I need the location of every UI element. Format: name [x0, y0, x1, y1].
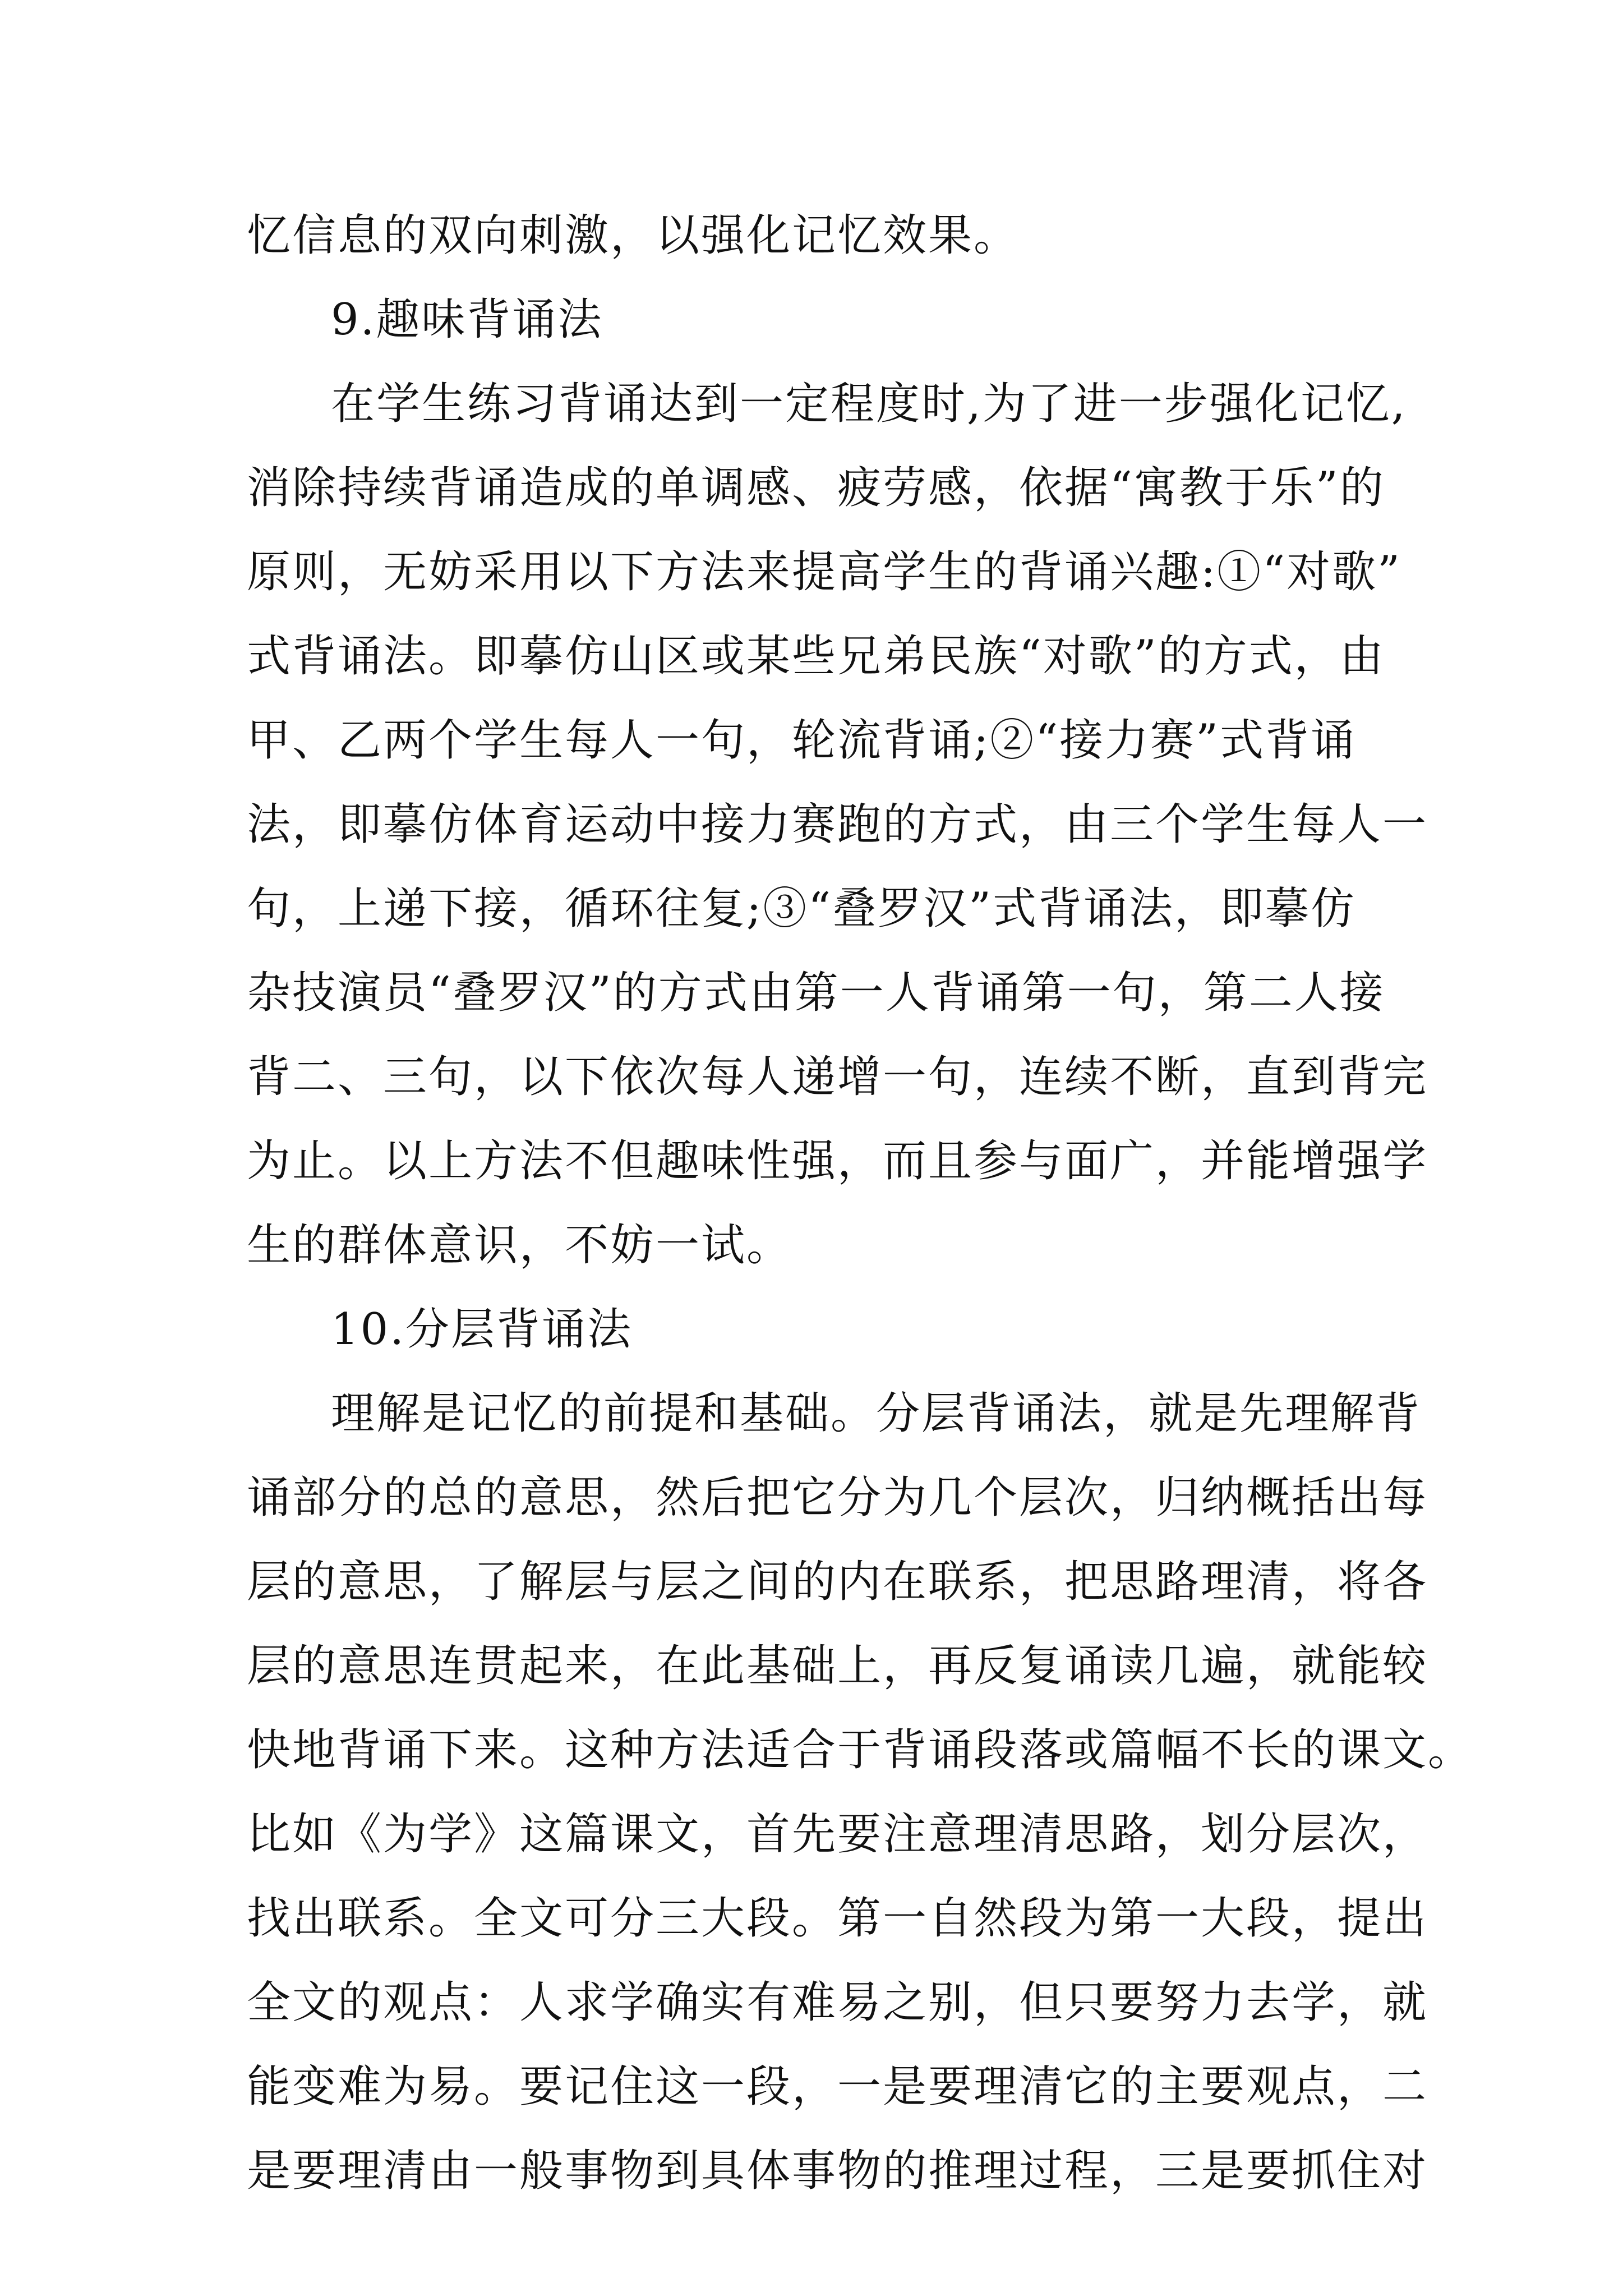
text-line: 原则，无妨采用以下方法来提高学生的背诵兴趣:①“对歌” [247, 547, 1402, 597]
text-line: 甲、乙两个学生每人一句，轮流背诵;②“接力赛”式背诵 [247, 715, 1357, 766]
text-line: 消除持续背诵造成的单调感、疲劳感，依据“寓教于乐”的 [247, 463, 1385, 513]
paragraph-first-line: 理解是记忆的前提和基础。分层背诵法，就是先理解背 [331, 1388, 1422, 1439]
text-line: 句，上递下接，循环往复;③“叠罗汉”式背诵法，即摹仿 [247, 884, 1357, 934]
text-line: 法，即摹仿体育运动中接力赛跑的方式，由三个学生每人一 [247, 799, 1428, 850]
paragraph-first-line: 在学生练习背诵达到一定程度时,为了进一步强化记忆, [331, 379, 1407, 429]
text-line: 找出联系。全文可分三大段。第一自然段为第一大段，提出 [247, 1893, 1428, 1944]
document-body [247, 194, 1474, 2213]
text-line: 诵部分的总的意思，然后把它分为几个层次，归纳概括出每 [247, 1473, 1428, 1523]
text-line: 全文的观点：人求学确实有难易之别，但只要努力去学，就 [247, 1977, 1428, 2028]
section-heading-10: 10.分层背诵法 [331, 1304, 633, 1355]
text-line: 为止。以上方法不但趣味性强，而且参与面广，并能增强学 [247, 1136, 1428, 1186]
text-line: 层的意思连贯起来，在此基础上，再反复诵读几遍，就能较 [247, 1641, 1428, 1691]
text-line: 能变难为易。要记住这一段，一是要理清它的主要观点，二 [247, 2062, 1428, 2112]
text-line: 是要理清由一般事物到具体事物的推理过程，三是要抓住对 [247, 2146, 1428, 2196]
text-line: 杂技演员“叠罗汉”的方式由第一人背诵第一句，第二人接 [247, 968, 1385, 1018]
text-line: 比如《为学》这篇课文，首先要注意理清思路，划分层次， [247, 1809, 1428, 1860]
text-line: 式背诵法。即摹仿山区或某些兄弟民族“对歌”的方式，由 [247, 631, 1385, 682]
text-line: 快地背诵下来。这种方法适合于背诵段落或篇幅不长的课文。 [247, 1725, 1474, 1775]
text-line: 背二、三句，以下依次每人递增一句，连续不断，直到背完 [247, 1052, 1428, 1102]
text-line: 生的群体意识，不妨一试。 [247, 1220, 792, 1271]
section-heading-9: 9.趣味背诵法 [331, 295, 603, 345]
text-line: 忆信息的双向刺激，以强化记忆效果。 [247, 210, 1020, 261]
text-line: 层的意思，了解层与层之间的内在联系，把思路理清，将各 [247, 1557, 1428, 1607]
